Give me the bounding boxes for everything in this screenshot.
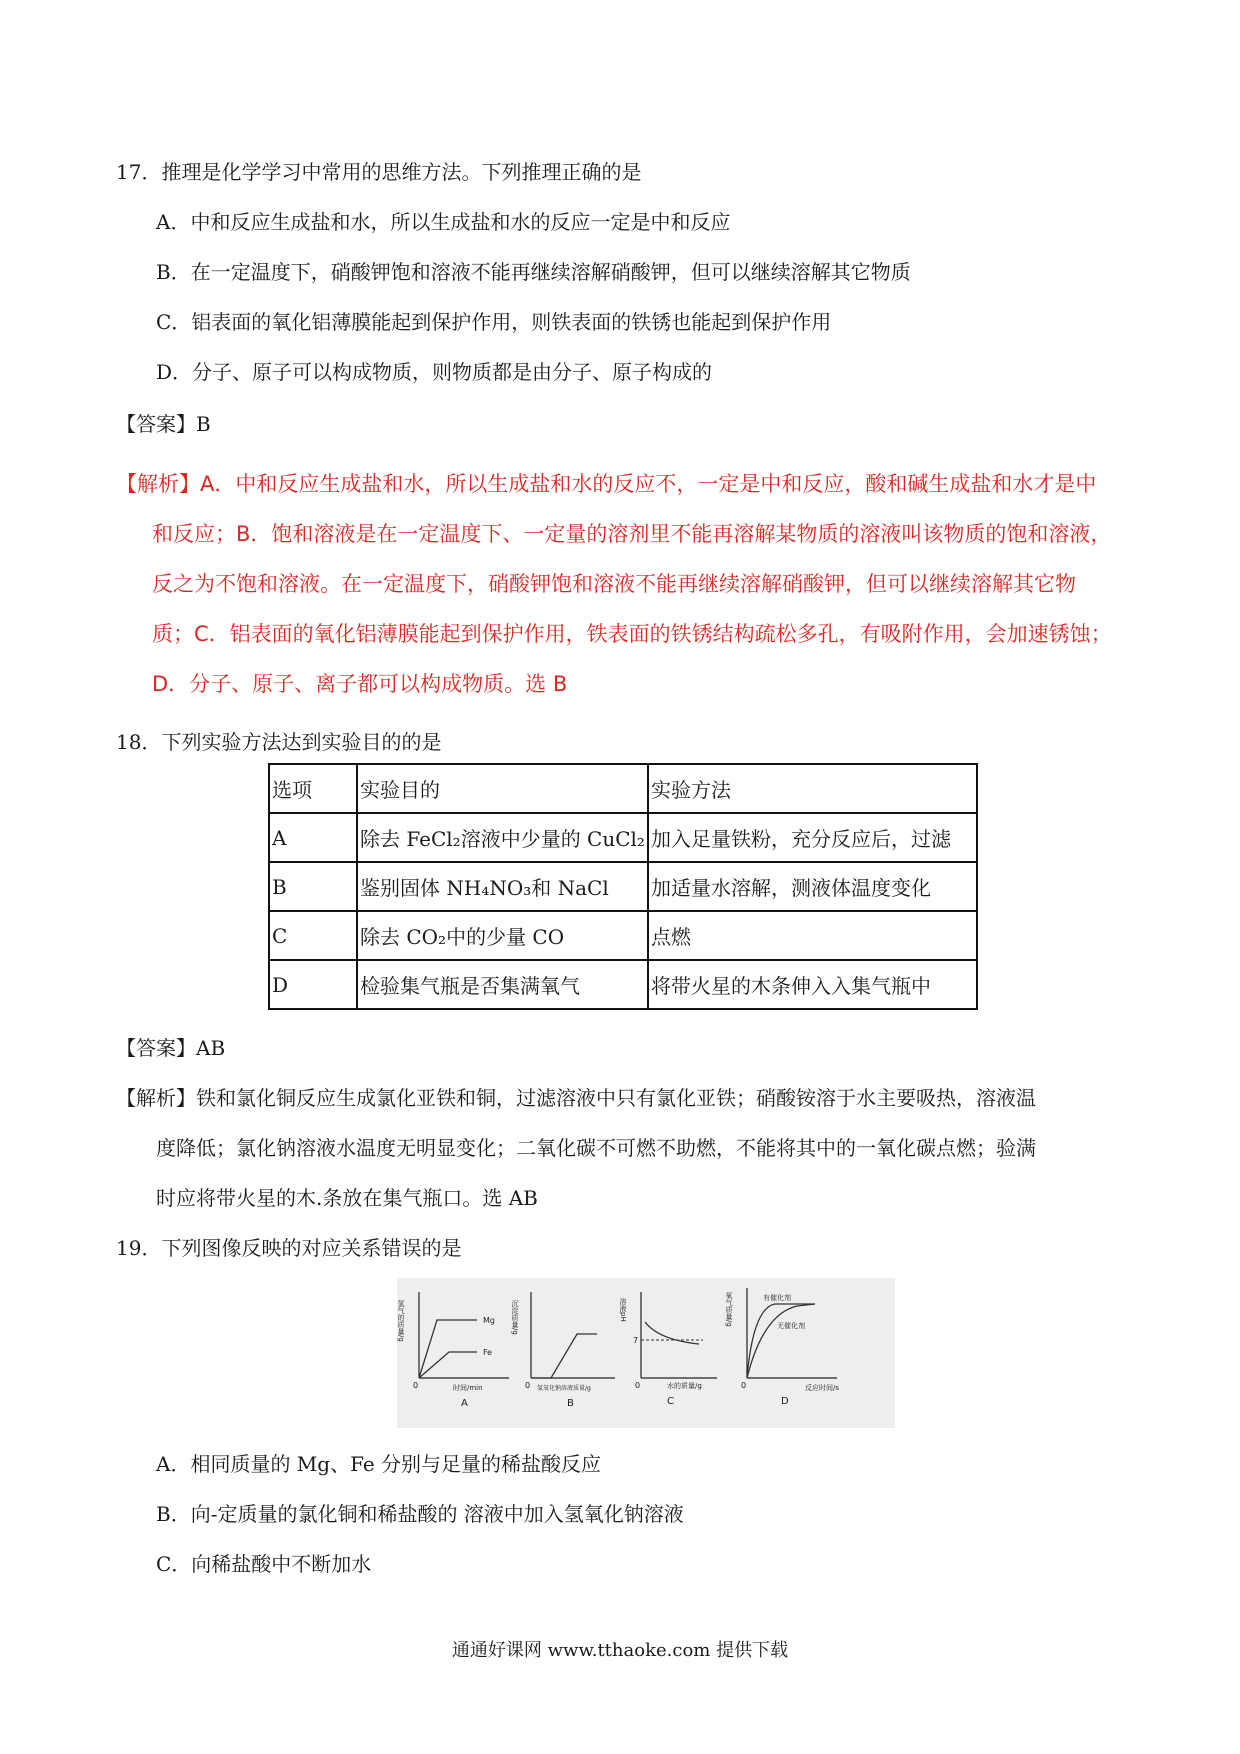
table-row <box>269 862 977 911</box>
q18-analysis-line-2: 度降低；氯化钠溶液水温度无明显变化；二氧化碳不可燃不助燃，不能将其中的一氧化碳点燃；验满 <box>156 1136 1036 1160</box>
graph-a-ylabel: 氢气的质量/g <box>397 1300 405 1342</box>
q18-stem: 18．下列实验方法达到实验目的的是 <box>116 730 442 754</box>
graph-a <box>397 1292 509 1409</box>
graph-a-caption: A <box>461 1398 468 1409</box>
q17-stem: 17．推理是化学学习中常用的思维方法。下列推理正确的是 <box>116 160 642 184</box>
q18-answer: 【答案】AB <box>116 1036 226 1060</box>
q18-analysis-line-3: 时应将带火星的木.条放在集气瓶口。选 AB <box>156 1186 538 1210</box>
graph-c <box>619 1292 717 1407</box>
graph-d-origin: 0 <box>741 1381 747 1390</box>
q17-analysis-line-5: D．分子、原子、离子都可以构成物质。选 B <box>152 672 568 696</box>
q19-figure <box>397 1278 895 1428</box>
graph-d-no-catalyst-label: 无催化剂 <box>777 1322 805 1330</box>
table-cell: 加入足量铁粉，充分反应后，过滤 <box>648 813 977 862</box>
q19-graphs <box>397 1278 895 1428</box>
graph-b-xlabel: 氢氧化钠溶液质量/g <box>537 1385 591 1392</box>
table-header-cell: 实验目的 <box>357 764 648 813</box>
graph-a-mg-line <box>419 1320 477 1378</box>
graph-c-caption: C <box>667 1396 674 1407</box>
table-cell: 除去 CO₂中的少量 CO <box>357 911 648 960</box>
graph-d <box>725 1288 839 1407</box>
q17-option-c: C．铝表面的氧化铝薄膜能起到保护作用，则铁表面的铁锈也能起到保护作用 <box>156 310 832 334</box>
table-cell: D <box>269 960 357 1009</box>
graph-a-fe-label: Fe <box>483 1348 493 1357</box>
graph-b-ylabel: 沉淀质量/g <box>511 1300 519 1335</box>
graph-a-mg-label: Mg <box>483 1316 495 1325</box>
table-header-row <box>269 764 977 813</box>
graph-d-caption: D <box>781 1396 789 1407</box>
graph-c-ref-label: 7 <box>633 1336 639 1345</box>
graph-a-origin: 0 <box>413 1381 419 1390</box>
table-cell: 除去 FeCl₂溶液中少量的 CuCl₂ <box>357 813 648 862</box>
table-cell: 将带火星的木条伸入入集气瓶中 <box>648 960 977 1009</box>
q18-analysis-line-1: 【解析】铁和氯化铜反应生成氯化亚铁和铜，过滤溶液中只有氯化亚铁；硝酸铵溶于水主要吸热，溶液温 <box>116 1086 1036 1110</box>
graph-b-caption: B <box>567 1398 574 1409</box>
q17-option-a: A．中和反应生成盐和水，所以生成盐和水的反应一定是中和反应 <box>156 210 731 234</box>
graph-b-origin: 0 <box>525 1381 531 1390</box>
experiment-table <box>268 763 978 1010</box>
table-cell: 鉴别固体 NH₄NO₃和 NaCl <box>357 862 648 911</box>
q17-option-d: D．分子、原子可以构成物质，则物质都是由分子、原子构成的 <box>156 360 713 384</box>
table-header-cell: 实验方法 <box>648 764 977 813</box>
table-cell: C <box>269 911 357 960</box>
q19-option-b: B．向-定质量的氯化铜和稀盐酸的 溶液中加入氢氧化钠溶液 <box>156 1502 684 1526</box>
graph-c-ylabel: 溶液pH <box>619 1298 627 1322</box>
q17-option-b: B．在一定温度下，硝酸钾饱和溶液不能再继续溶解硝酸钾，但可以继续溶解其它物质 <box>156 260 911 284</box>
table-row <box>269 813 977 862</box>
graph-d-ylabel: 氧气质量/g <box>725 1292 733 1327</box>
table-cell: B <box>269 862 357 911</box>
q17-answer: 【答案】B <box>116 412 211 436</box>
table-row <box>269 911 977 960</box>
q19-option-c: C．向稀盐酸中不断加水 <box>156 1552 372 1576</box>
graph-d-catalyst-curve <box>747 1304 815 1378</box>
q17-analysis-line-4: 质；C．铝表面的氧化铝薄膜能起到保护作用，铁表面的铁锈结构疏松多孔，有吸附作用，会加速锈蚀； <box>152 622 1112 646</box>
table-cell: 点燃 <box>648 911 977 960</box>
table-header-cell: 选项 <box>269 764 357 813</box>
table-cell: 加适量水溶解，测液体温度变化 <box>648 862 977 911</box>
graph-b-line <box>531 1334 597 1378</box>
graph-d-xlabel: 反应时间/s <box>805 1384 840 1392</box>
graph-c-origin: 0 <box>635 1381 641 1390</box>
table-row <box>269 960 977 1009</box>
q19-option-a: A．相同质量的 Mg、Fe 分别与足量的稀盐酸反应 <box>156 1452 602 1476</box>
graph-b <box>511 1292 615 1409</box>
graph-c-xlabel: 水的质量/g <box>667 1382 702 1390</box>
table-cell: 检验集气瓶是否集满氧气 <box>357 960 648 1009</box>
graph-d-no-catalyst-curve <box>747 1304 815 1378</box>
graph-a-xlabel: 时间/min <box>453 1384 483 1392</box>
q19-stem: 19．下列图像反映的对应关系错误的是 <box>116 1236 462 1260</box>
page-footer: 通通好课网 www.tthaoke.com 提供下载 <box>451 1640 789 1661</box>
table-cell: A <box>269 813 357 862</box>
q17-analysis-line-1: 【解析】A．中和反应生成盐和水，所以生成盐和水的反应不，一定是中和反应，酸和碱生成盐和水才是中 <box>116 472 1097 496</box>
graph-a-fe-line <box>419 1352 477 1378</box>
graph-d-catalyst-label: 有催化剂 <box>763 1294 791 1302</box>
q17-analysis-line-2: 和反应；B．饱和溶液是在一定温度下、一定量的溶剂里不能再溶解某物质的溶液叫该物质的饱和溶液， <box>152 522 1112 546</box>
graph-c-curve <box>645 1322 699 1344</box>
q17-analysis-line-3: 反之为不饱和溶液。在一定温度下，硝酸钾饱和溶液不能再继续溶解硝酸钾，但可以继续溶解其它物 <box>152 572 1076 596</box>
